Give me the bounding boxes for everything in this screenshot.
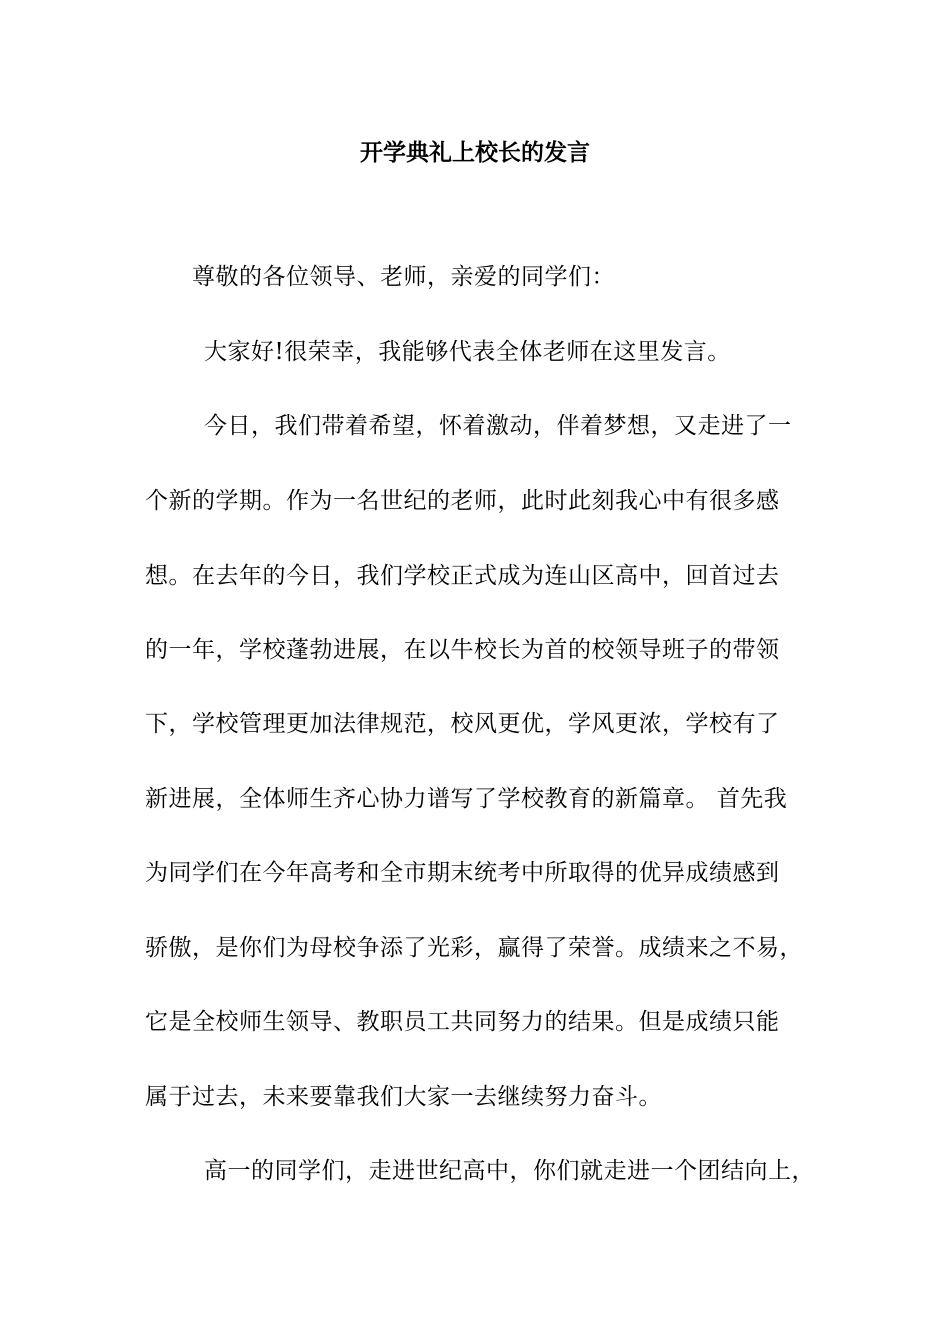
body-line: 高一的同学们，走进世纪高中，你们就走进一个团结向上，: [204, 1158, 815, 1184]
body-line: 它是全校师生领导、教职员工共同努力的结果。但是成绩只能: [145, 1009, 780, 1035]
body-line: 的一年，学校蓬勃进展，在以牛校长为首的校领导班子的带领: [145, 637, 780, 663]
body-line: 新进展，全体师生齐心协力谱写了学校教育的新篇章。 首先我: [145, 786, 788, 812]
document-title: 开学典礼上校长的发言: [360, 139, 590, 166]
body-line: 想。在去年的今日，我们学校正式成为连山区高中，回首过去: [145, 563, 780, 589]
body-line: 今日，我们带着希望，怀着激动，伴着梦想，又走进了一: [204, 413, 792, 439]
salutation-line: 尊敬的各位领导、老师，亲爱的同学们：: [192, 264, 615, 290]
body-line: 骄傲，是你们为母校争添了光彩，赢得了荣誉。成绩来之不易，: [145, 935, 803, 961]
body-line: 属于过去，未来要靠我们大家一去继续努力奋斗。: [145, 1084, 662, 1110]
body-line: 大家好!很荣幸，我能够代表全体老师在这里发言。: [204, 339, 731, 365]
body-line: 个新的学期。作为一名世纪的老师，此时此刻我心中有很多感: [145, 488, 780, 514]
body-line: 下，学校管理更加法律规范，校风更优，学风更浓，学校有了: [145, 711, 780, 737]
body-line: 为同学们在今年高考和全市期末统考中所取得的优异成绩感到: [145, 860, 780, 886]
